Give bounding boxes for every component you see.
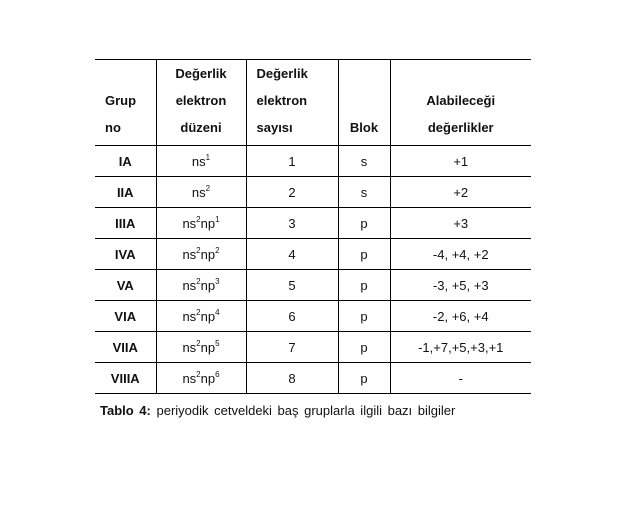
header-valence-config-line2: elektron	[175, 93, 227, 108]
table-row	[95, 146, 531, 177]
table-row	[95, 239, 531, 270]
possible-valences-text: +2	[453, 184, 469, 200]
orbital-label: ns	[182, 277, 197, 293]
cell-block	[338, 363, 390, 394]
orbital-electron-count: 2	[196, 307, 201, 317]
cell-valence-config	[156, 332, 246, 363]
cell-group-no	[95, 270, 156, 301]
header-row	[95, 60, 531, 146]
orbital-electron-count: 1	[205, 152, 211, 162]
cell-valence-config	[156, 270, 246, 301]
valence-count-text: 4	[288, 246, 296, 262]
cell-block	[338, 270, 390, 301]
group-no-text: IIIA	[115, 215, 136, 231]
group-no-text: IVA	[114, 246, 136, 262]
cell-valence-count	[246, 146, 338, 177]
table-row	[95, 301, 531, 332]
cell-valence-count	[246, 270, 338, 301]
possible-valences-text: -	[458, 370, 463, 386]
cell-valence-config	[156, 177, 246, 208]
possible-valences-text: -3, +5, +3	[432, 277, 489, 293]
group-no-text: VIIA	[112, 339, 138, 355]
electron-config	[182, 340, 219, 355]
orbital-electron-count: 2	[196, 214, 201, 224]
block-text: p	[360, 370, 368, 386]
cell-possible-valences	[390, 270, 531, 301]
block-text: p	[360, 215, 368, 231]
valence-count-text: 3	[288, 215, 296, 231]
electron-config	[182, 247, 219, 262]
cell-group-no	[95, 332, 156, 363]
orbital-label: ns	[191, 184, 206, 200]
orbital-label: np	[200, 277, 216, 293]
block-text: s	[360, 153, 368, 169]
cell-block	[338, 208, 390, 239]
cell-valence-config	[156, 301, 246, 332]
orbital-electron-count: 2	[196, 276, 201, 286]
orbital-label: ns	[182, 339, 197, 355]
cell-valence-count	[246, 239, 338, 270]
cell-possible-valences	[390, 177, 531, 208]
block-text: p	[360, 308, 368, 324]
orbital-label: np	[200, 308, 216, 324]
caption-text: periyodik cetveldeki baş gruplarla ilgili bazı bilgiler	[150, 403, 456, 418]
group-info-table	[95, 59, 531, 394]
orbital-label: ns	[191, 153, 206, 169]
cell-block	[338, 177, 390, 208]
header-group-no-line2: no	[105, 120, 121, 135]
orbital-electron-count: 4	[215, 307, 220, 317]
electron-config	[192, 185, 210, 200]
orbital-electron-count: 1	[215, 214, 220, 224]
cell-block	[338, 146, 390, 177]
header-valence-count-line2: elektron	[256, 93, 308, 108]
possible-valences-text: +1	[453, 153, 469, 169]
group-no-text: IIA	[116, 184, 134, 200]
header-possible-valences-line2: değerlikler	[427, 120, 494, 135]
orbital-label: np	[200, 215, 216, 231]
cell-possible-valences	[390, 239, 531, 270]
cell-valence-count	[246, 301, 338, 332]
orbital-label: ns	[182, 246, 197, 262]
header-valence-config-line3: düzeni	[180, 120, 222, 135]
header-valence-config-line1: Değerlik	[175, 66, 227, 81]
cell-block	[338, 301, 390, 332]
group-no-text: IA	[118, 153, 132, 169]
header-possible-valences	[390, 60, 531, 146]
header-block	[338, 60, 390, 146]
valence-count-text: 7	[288, 339, 296, 355]
electron-config	[182, 278, 219, 293]
table-header	[95, 60, 531, 146]
table-row	[95, 208, 531, 239]
cell-valence-count	[246, 177, 338, 208]
caption-label: Tablo 4:	[100, 403, 151, 418]
cell-valence-config	[156, 363, 246, 394]
valence-count-text: 1	[288, 153, 296, 169]
orbital-electron-count: 6	[215, 369, 220, 379]
group-no-text: VIA	[114, 308, 137, 324]
cell-group-no	[95, 146, 156, 177]
valence-count-text: 2	[288, 184, 296, 200]
cell-group-no	[95, 239, 156, 270]
block-text: p	[360, 339, 368, 355]
header-valence-count	[246, 60, 338, 146]
electron-config	[192, 154, 210, 169]
possible-valences-text: -1,+7,+5,+3,+1	[418, 339, 504, 355]
table-row	[95, 270, 531, 301]
possible-valences-text: -4, +4, +2	[432, 246, 489, 262]
valence-count-text: 8	[288, 370, 296, 386]
orbital-electron-count: 3	[215, 276, 220, 286]
cell-valence-config	[156, 208, 246, 239]
orbital-label: np	[200, 246, 216, 262]
orbital-electron-count: 5	[215, 338, 220, 348]
table-row	[95, 332, 531, 363]
orbital-label: np	[200, 370, 216, 386]
cell-group-no	[95, 301, 156, 332]
header-block-label: Blok	[349, 120, 379, 135]
valence-count-text: 5	[288, 277, 296, 293]
cell-possible-valences	[390, 332, 531, 363]
header-valence-config	[156, 60, 246, 146]
table-caption	[100, 398, 500, 423]
cell-group-no	[95, 177, 156, 208]
header-valence-count-line3: sayısı	[256, 120, 293, 135]
cell-group-no	[95, 363, 156, 394]
header-valence-count-line1: Değerlik	[256, 66, 308, 81]
table-body	[95, 146, 531, 394]
orbital-electron-count: 2	[196, 338, 201, 348]
cell-valence-config	[156, 146, 246, 177]
cell-group-no	[95, 208, 156, 239]
electron-config	[182, 309, 219, 324]
orbital-electron-count: 2	[205, 183, 211, 193]
cell-valence-count	[246, 363, 338, 394]
header-possible-valences-line1: Alabileceği	[426, 93, 496, 108]
orbital-electron-count: 2	[215, 245, 220, 255]
orbital-electron-count: 2	[196, 245, 201, 255]
orbital-label: ns	[182, 308, 197, 324]
orbital-electron-count: 2	[196, 369, 201, 379]
orbital-label: ns	[182, 215, 197, 231]
group-no-text: VA	[116, 277, 134, 293]
cell-valence-config	[156, 239, 246, 270]
block-text: s	[360, 184, 368, 200]
block-text: p	[360, 277, 368, 293]
cell-possible-valences	[390, 146, 531, 177]
possible-valences-text: +3	[453, 215, 469, 231]
electron-config	[182, 371, 219, 386]
cell-block	[338, 239, 390, 270]
block-text: p	[360, 246, 368, 262]
orbital-label: np	[200, 339, 216, 355]
electron-config	[182, 216, 219, 231]
header-group-no	[95, 60, 156, 146]
header-group-no-line1: Grup	[105, 93, 137, 108]
cell-valence-count	[246, 332, 338, 363]
table-row	[95, 363, 531, 394]
cell-valence-count	[246, 208, 338, 239]
cell-block	[338, 332, 390, 363]
cell-possible-valences	[390, 301, 531, 332]
orbital-label: ns	[182, 370, 197, 386]
group-no-text: VIIIA	[110, 370, 140, 386]
cell-possible-valences	[390, 363, 531, 394]
cell-possible-valences	[390, 208, 531, 239]
valence-count-text: 6	[288, 308, 296, 324]
possible-valences-text: -2, +6, +4	[432, 308, 489, 324]
table-row	[95, 177, 531, 208]
